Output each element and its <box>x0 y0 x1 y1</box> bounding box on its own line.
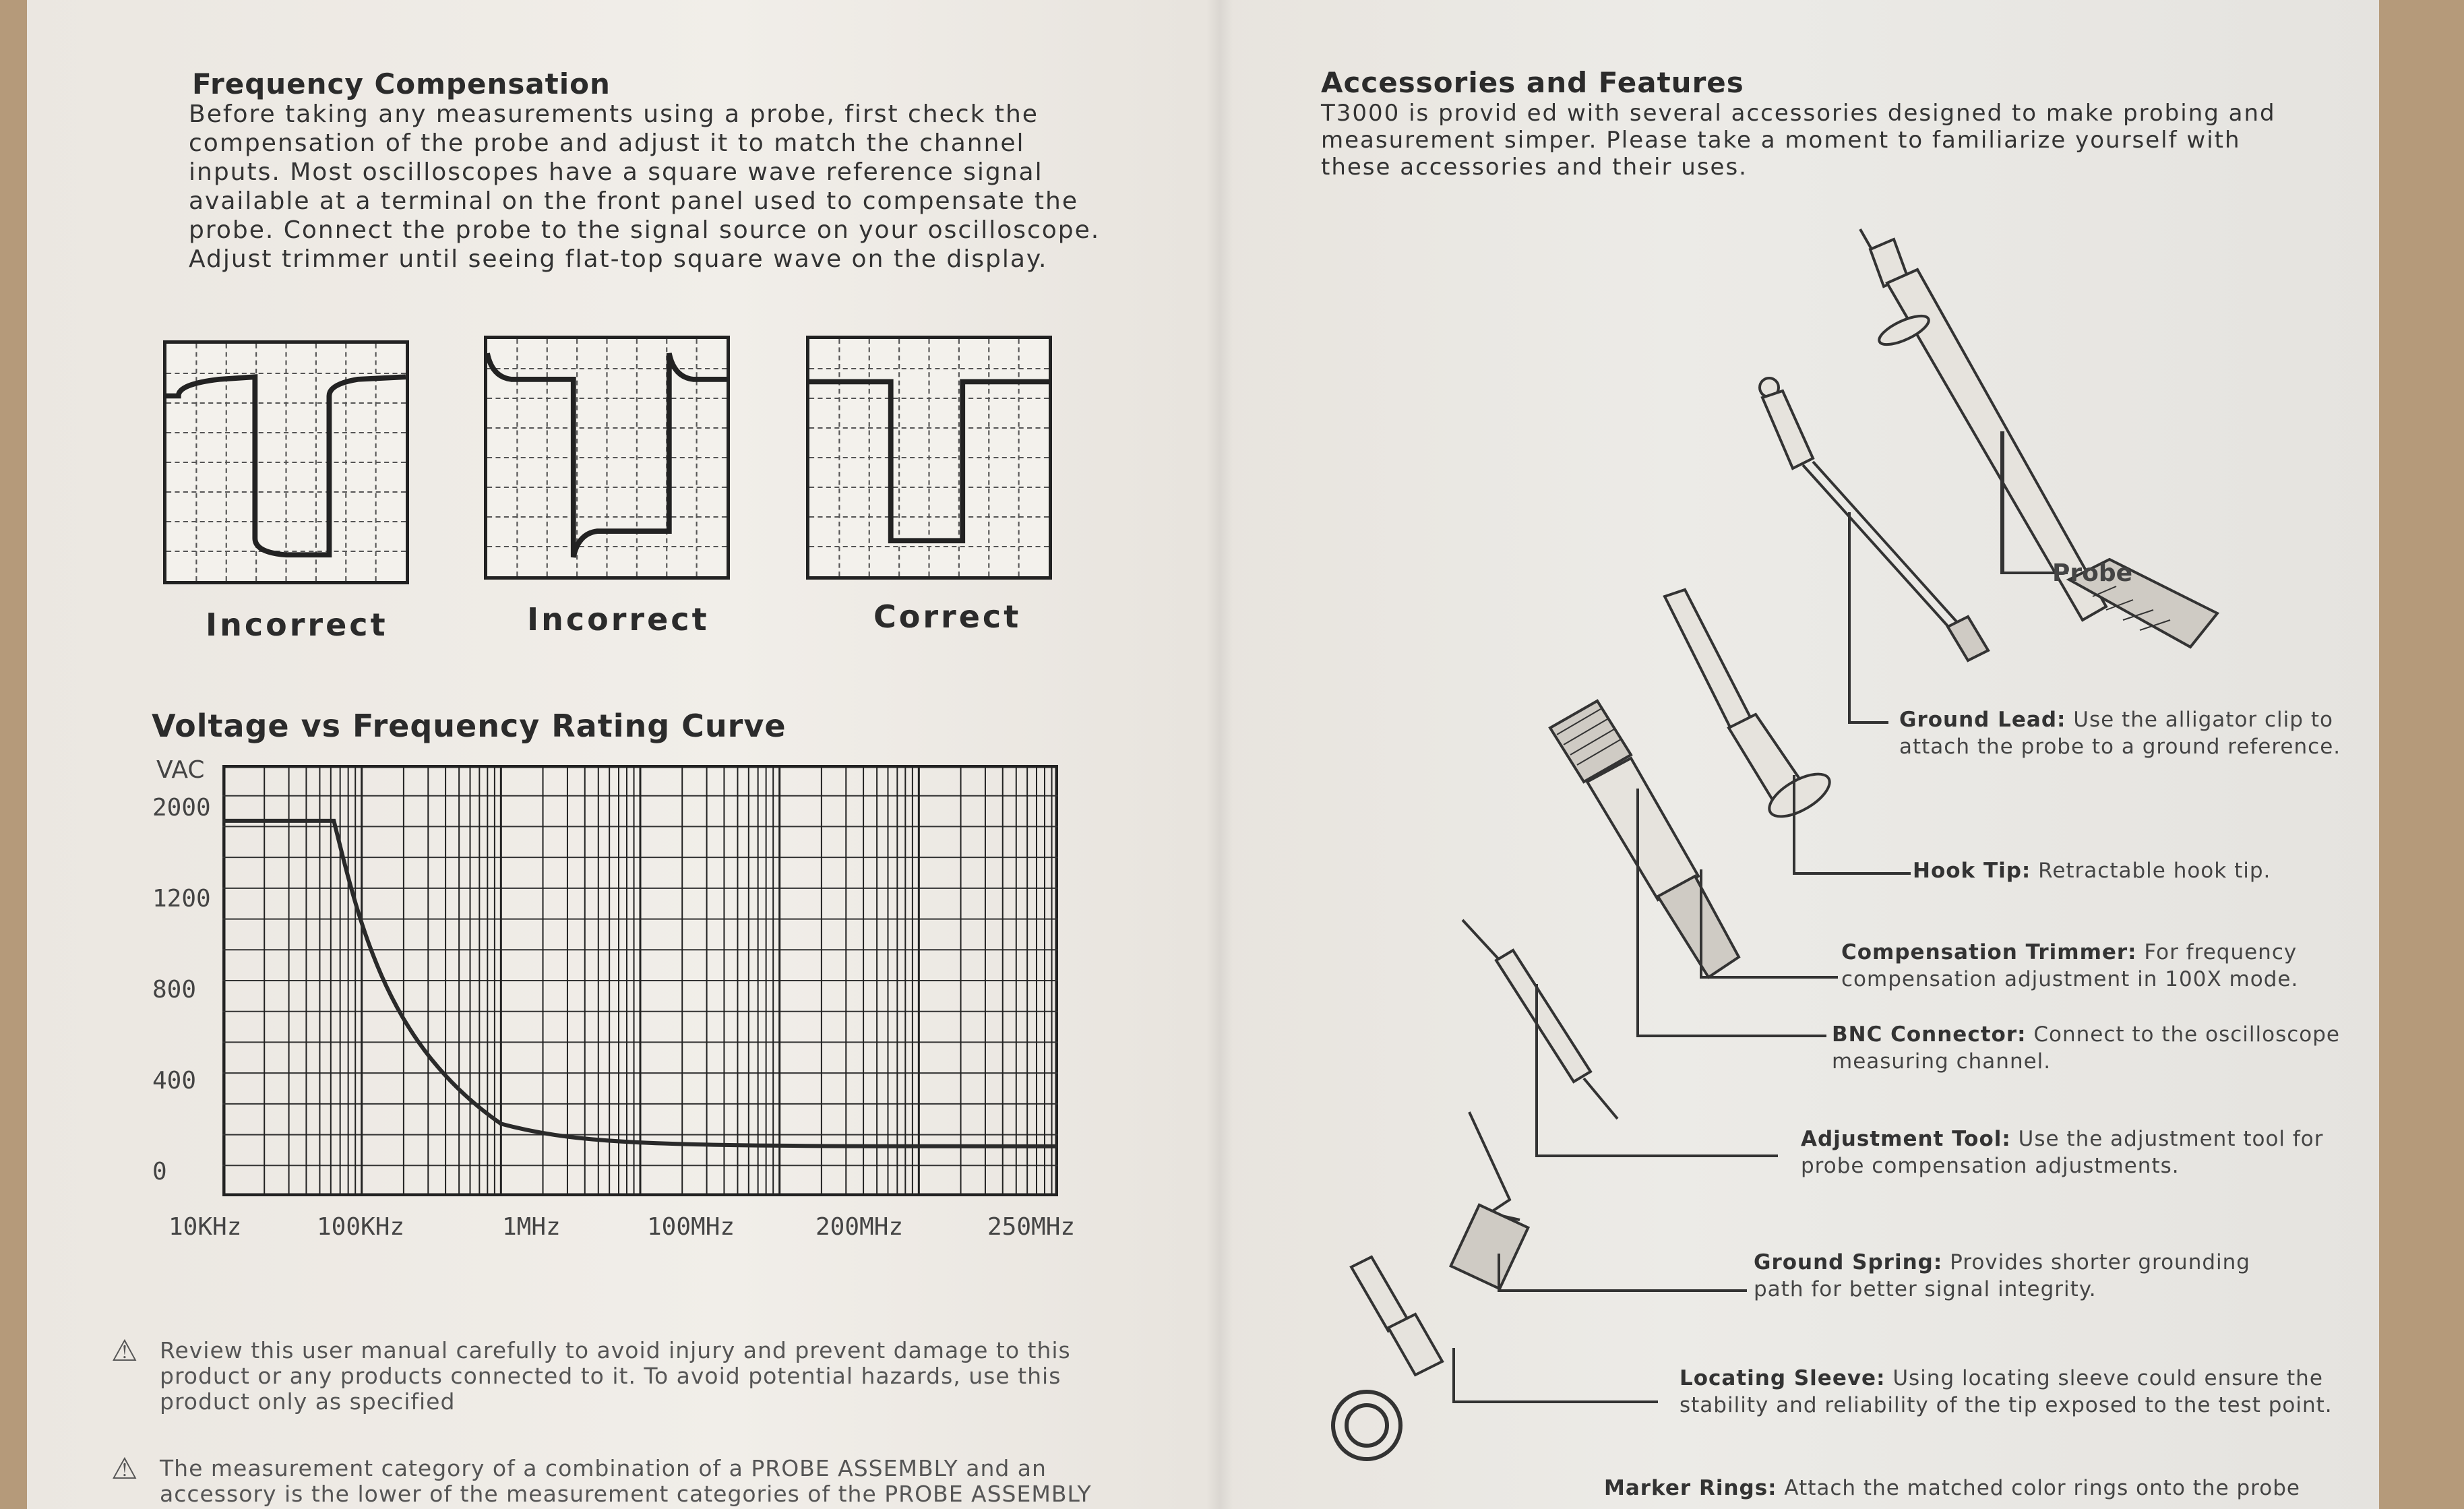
ground-lead-drawing <box>1760 378 1988 660</box>
waveform-undercompensated <box>163 340 409 584</box>
accessory-ground-spring <box>1754 1249 2279 1303</box>
accessory-desc: compensation adjustment in 100X mode. <box>1841 967 2299 991</box>
y-tick-label: 0 <box>152 1158 167 1185</box>
waveform-svg <box>487 339 727 576</box>
accessory-name: Compensation Trimmer: <box>1841 940 2137 964</box>
accessory-marker-rings <box>1604 1475 2339 1502</box>
warning-block-1 <box>111 1334 1163 1415</box>
waveform-correct <box>806 336 1052 580</box>
paragraph-line: these accessories and their uses. <box>1321 154 1748 181</box>
y-tick-label: 800 <box>152 976 197 1004</box>
accessory-desc: Retractable hook tip. <box>2031 859 2271 883</box>
accessory-desc: For frequency <box>2136 940 2298 964</box>
accessory-hook-tip <box>1913 857 2344 884</box>
accessory-desc: measuring channel. <box>1832 1049 2052 1074</box>
x-tick-label: 250MHz <box>987 1213 1076 1241</box>
leader-line <box>1498 1254 1500 1291</box>
y-axis-label: VAC <box>156 756 205 784</box>
waveform-svg <box>809 339 1049 576</box>
accessory-name: BNC Connector: <box>1832 1022 2027 1047</box>
y-tick-label: 400 <box>152 1067 197 1095</box>
warning-line: The measurement category of a combination of a PROBE ASSEMBLY and an <box>160 1455 1047 1481</box>
paragraph-line: probe. Connect the probe to the signal source on your oscilloscope. <box>189 216 1101 244</box>
accessory-name: Marker Rings: <box>1604 1476 1777 1500</box>
accessory-desc: Connect to the oscilloscope <box>2026 1022 2340 1047</box>
page-fold <box>1206 0 1233 1509</box>
frequency-compensation-title: Frequency Compensation <box>192 67 611 100</box>
leader-line <box>1636 1035 1826 1037</box>
leader-line <box>2000 431 2004 573</box>
leader-line <box>1848 721 1888 724</box>
leader-line <box>1535 1154 1778 1157</box>
accessory-ground-lead <box>1899 706 2371 760</box>
leader-line <box>1700 869 1702 977</box>
accessory-name: Ground Spring: <box>1754 1250 1943 1274</box>
leader-line <box>1700 976 1838 979</box>
waveform-caption: Incorrect <box>527 601 710 638</box>
accessory-locating-sleeve <box>1680 1365 2360 1419</box>
leader-line <box>1498 1289 1747 1292</box>
x-tick-label: 100KHz <box>317 1213 405 1241</box>
chart-title: Voltage vs Frequency Rating Curve <box>152 708 787 744</box>
compensation-paragraph <box>189 100 1132 274</box>
leader-line <box>1535 984 1538 1156</box>
warning-line: accessory is the lower of the measurement categories of the PROBE ASSEMBLY <box>160 1481 1092 1507</box>
accessory-desc: Use the alligator clip to <box>2066 708 2333 732</box>
paragraph-line: compensation of the probe and adjust it to match the channel <box>189 129 1025 157</box>
accessory-desc: Using locating sleeve could ensure the <box>1885 1366 2323 1390</box>
hook-tip-drawing <box>1665 590 1836 825</box>
accessory-name: Adjustment Tool: <box>1801 1127 2011 1151</box>
accessory-compensation-trimmer <box>1841 939 2353 993</box>
paragraph-line: Before taking any measurements using a probe, first check the <box>189 100 1039 128</box>
accessory-name: Ground Lead: <box>1899 708 2066 732</box>
accessory-desc: Attach the matched color rings onto the probe <box>1777 1476 2300 1500</box>
probe-label: Probe <box>2052 559 2133 587</box>
x-tick-label: 1MHz <box>502 1213 561 1241</box>
accessory-name: Hook Tip: <box>1913 859 2031 883</box>
marker-ring-drawing <box>1333 1392 1400 1459</box>
warning-block-2 <box>111 1452 1163 1507</box>
x-tick-label: 100MHz <box>647 1213 735 1241</box>
accessory-name: Locating Sleeve: <box>1680 1366 1886 1390</box>
accessories-title: Accessories and Features <box>1321 66 1744 99</box>
accessory-bnc-connector <box>1832 1021 2358 1075</box>
accessory-desc: Use the adjustment tool for <box>2010 1127 2324 1151</box>
leader-line <box>1793 872 1911 875</box>
paragraph-line: T3000 is provid ed with several accessories designed to make probing and <box>1321 100 2276 127</box>
leader-line <box>1793 775 1795 873</box>
paragraph-line: available at a terminal on the front panel used to compensate the <box>189 187 1079 215</box>
warning-line: Review this user manual carefully to avoid injury and prevent damage to this <box>160 1337 1071 1363</box>
warning-line: product or any products connected to it. To avoid potential hazards, use this <box>160 1363 1061 1389</box>
accessory-desc: path for better signal integrity. <box>1754 1277 2097 1301</box>
paragraph-line: inputs. Most oscilloscopes have a square wave reference signal <box>189 158 1043 186</box>
accessory-desc: stability and reliability of the tip exposed to the test point. <box>1680 1393 2333 1417</box>
accessory-desc: attach the probe to a ground reference. <box>1899 735 2341 759</box>
chart-svg <box>222 765 1058 1196</box>
waveform-caption: Incorrect <box>206 607 388 643</box>
warning-triangle-icon: ⚠ <box>111 1452 138 1486</box>
leader-line <box>1636 789 1639 1036</box>
paragraph-line: measurement simper. Please take a moment to familiarize yourself with <box>1321 127 2241 154</box>
waveform-caption: Correct <box>873 598 1022 635</box>
y-tick-label: 1200 <box>152 885 211 913</box>
waveform-svg <box>166 344 406 581</box>
leader-line <box>1452 1348 1455 1402</box>
locating-sleeve-drawing <box>1351 1257 1442 1375</box>
accessories-illustration <box>1281 202 2332 1509</box>
paragraph-line: Adjust trimmer until seeing flat-top square wave on the display. <box>189 245 1048 273</box>
voltage-frequency-chart <box>222 765 1058 1196</box>
probe-drawing <box>1860 229 2217 647</box>
x-tick-label: 200MHz <box>815 1213 904 1241</box>
accessory-adjustment-tool <box>1801 1126 2327 1179</box>
ground-spring-drawing <box>1451 1112 1529 1289</box>
leader-line <box>1848 512 1851 722</box>
accessory-desc: probe compensation adjustments. <box>1801 1154 2180 1178</box>
accessories-paragraph <box>1321 100 2332 181</box>
bnc-connector-drawing <box>1550 701 1739 977</box>
warning-line: product only as specified <box>160 1388 456 1415</box>
leader-line <box>1452 1400 1658 1403</box>
x-tick-label: 10KHz <box>168 1213 242 1241</box>
y-tick-label: 2000 <box>152 794 211 822</box>
adjustment-tool-drawing <box>1462 920 1618 1119</box>
accessory-desc: Provides shorter grounding <box>1942 1250 2250 1274</box>
waveform-overcompensated <box>484 336 730 580</box>
warning-triangle-icon: ⚠ <box>111 1334 138 1368</box>
